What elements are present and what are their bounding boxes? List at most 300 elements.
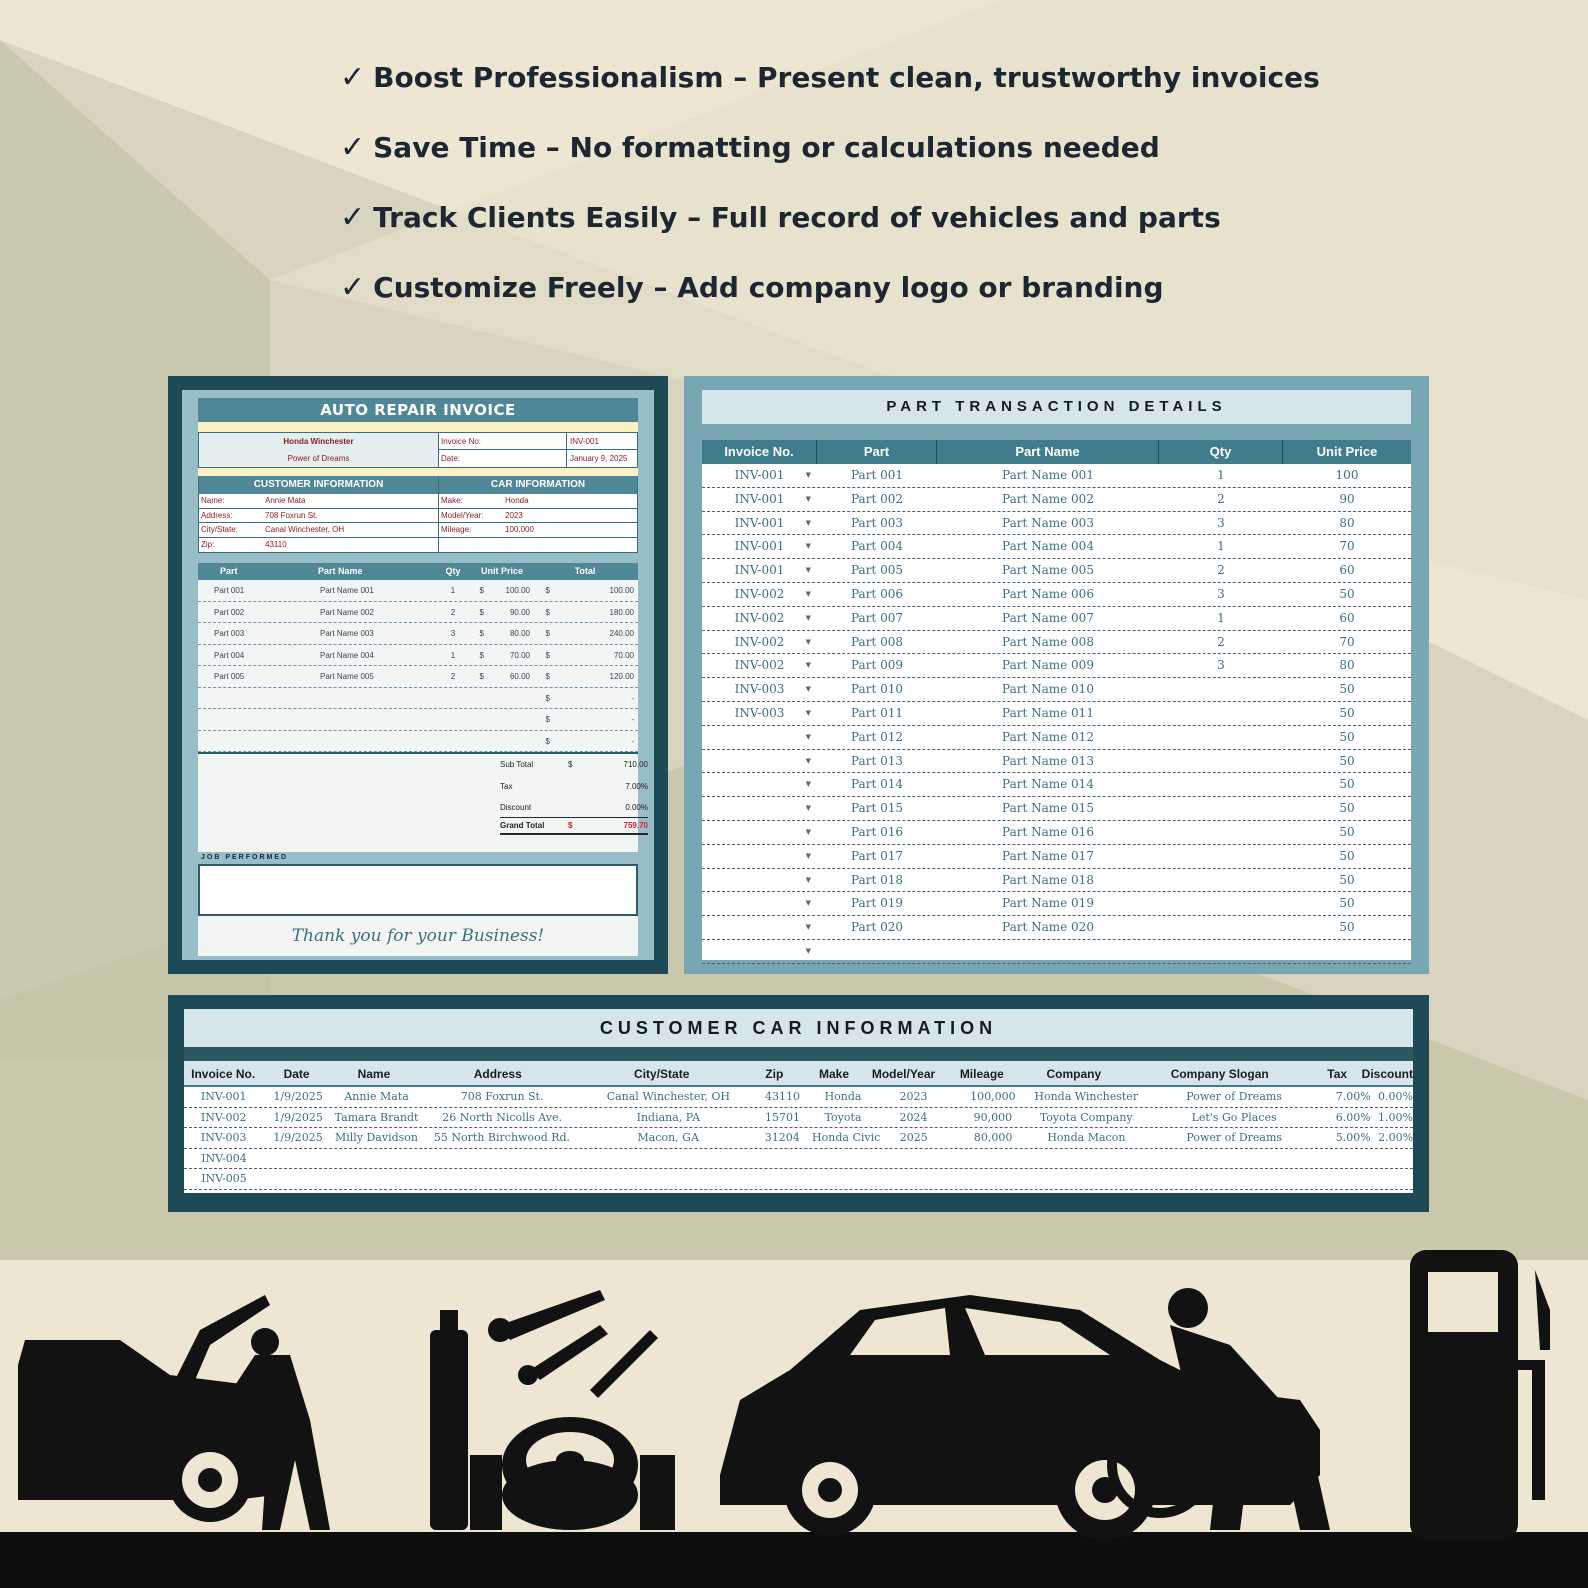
invoice-no-value: INV-002 [734,634,785,649]
invoice-no-value: INV-002 [734,610,785,625]
customer-address: 708 Foxrun St. [265,510,318,520]
invoice-no-value: INV-001 [734,563,785,578]
car-info-header: CAR INFORMATION [439,476,637,494]
invoice-no-value: INV-001 [734,491,785,506]
item-currency: $ [545,607,550,617]
part-name: Part Name 017 [1002,848,1094,863]
table-cell: Macon, GA [637,1131,699,1144]
customer-car-row [184,1169,1413,1190]
item-currency: $ [545,586,550,595]
part-transaction-row [702,702,1411,726]
table-cell: Power of Dreams [1186,1131,1283,1144]
customer-city: Canal Winchester, OH [265,525,345,534]
part-id: Part 006 [851,586,903,601]
part-id: Part 014 [851,777,903,792]
subtotal-value: 710.00 [623,760,648,769]
chevron-down-icon[interactable]: ▼ [805,827,811,836]
part-name: Part Name 018 [1002,872,1094,887]
part-qty [1159,678,1283,701]
part-id: Part 019 [851,896,903,911]
chevron-down-icon[interactable]: ▼ [805,875,811,884]
col-header: Address [473,1067,522,1081]
table-cell: 55 North Birchwood Rd. [433,1131,571,1144]
item-currency: $ [545,650,550,660]
invoice-no-dropdown[interactable] [702,773,817,796]
chevron-down-icon[interactable]: ▼ [805,732,811,741]
chevron-down-icon[interactable]: ▼ [805,780,811,789]
customer-name: Annie Mata [265,496,306,505]
part-transaction-row [702,797,1411,821]
table-cell: 0.00% [1378,1090,1413,1103]
item-part-name: Part Name 004 [320,650,374,660]
car-model-label: Model/Year: [441,510,484,520]
table-cell [1387,1149,1413,1169]
chevron-down-icon[interactable]: ▼ [805,851,811,860]
table-cell: Toyota Company [1039,1110,1133,1124]
part-id [817,940,937,963]
company-block [199,433,439,467]
part-qty: 3 [1217,586,1225,601]
part-transaction-row [702,559,1411,583]
part-transaction-row [702,821,1411,845]
check-icon: ✓ [340,269,366,305]
invoice-no-value: INV-003 [734,682,785,697]
invoice-no-dropdown[interactable] [702,678,817,701]
customer-car-table [184,1061,1413,1193]
part-name: Part Name 001 [1002,468,1094,482]
table-cell: Toyota [824,1110,862,1124]
invoice-no-dropdown[interactable] [702,869,817,892]
item-part-name [268,709,438,730]
invoice-title: AUTO REPAIR INVOICE [198,398,638,422]
part-qty: 2 [1217,563,1225,578]
chevron-down-icon[interactable]: ▼ [805,589,811,598]
chevron-down-icon[interactable]: ▼ [805,518,811,527]
discount-value: 0.00% [625,803,648,812]
part-unit-price: 50 [1339,848,1355,863]
invoice-item-row [198,731,638,753]
invoice-no-dropdown[interactable] [702,845,817,868]
item-currency [468,709,484,730]
table-cell: Indiana, PA [636,1110,701,1124]
item-currency [468,731,484,752]
table-cell: Annie Mata [344,1090,409,1103]
chevron-down-icon[interactable]: ▼ [805,542,811,551]
part-name: Part Name 003 [1002,515,1094,530]
item-part-name: Part Name 001 [320,586,374,595]
invoice-no-dropdown[interactable] [702,750,817,773]
customer-city-label: City/State: [201,525,238,534]
part-transaction-row [702,464,1411,488]
col-total: Total [574,566,596,576]
invoice-no-value: INV-002 [734,658,785,673]
item-currency: $ [545,629,550,638]
part-id: Part 010 [851,682,903,697]
grand-total-label: Grand Total [500,821,545,830]
col-header: Invoice No. [191,1067,256,1081]
table-cell: 2.00% [1378,1131,1414,1144]
part-unit-price: 50 [1339,920,1355,935]
part-transaction-row [702,535,1411,559]
part-name: Part Name 015 [1002,801,1094,816]
invoice-no-dropdown[interactable] [702,464,817,487]
part-transaction-row [702,512,1411,536]
col-header: Make [819,1067,850,1081]
tax-label: Tax [500,782,513,791]
part-id: Part 004 [851,539,903,554]
col-qty: Qty [445,566,461,576]
car-model-year: 2023 [505,510,523,520]
items-header [198,563,638,580]
part-id: Part 009 [851,658,903,673]
part-transaction-row [702,869,1411,893]
part-name: Part Name 004 [1002,539,1094,554]
part-unit-price: 50 [1339,872,1355,887]
col-qty: Qty [1159,440,1283,464]
part-name: Part Name 011 [1002,705,1094,720]
table-cell: 43110 [765,1090,800,1103]
invoice-no-dropdown[interactable] [702,654,817,677]
part-name: Part Name 009 [1002,658,1094,673]
job-performed-field[interactable] [198,864,638,916]
item-unit-price [484,731,536,752]
part-unit-price: 70 [1339,634,1355,649]
invoice-item-row [198,602,638,624]
chevron-down-icon[interactable]: ▼ [805,899,811,908]
item-total: 100.00 [609,586,634,595]
col-header: Tax [1327,1067,1348,1081]
table-cell [1039,1149,1147,1169]
part-qty [1159,940,1283,963]
part-id: Part 011 [851,705,903,720]
chevron-down-icon[interactable]: ▼ [805,685,811,694]
item-currency: $ [545,693,550,703]
item-currency: $ [479,629,484,638]
part-transaction-row [702,726,1411,750]
invoice-no-dropdown[interactable] [702,559,817,582]
item-part-name: Part Name 005 [320,672,374,681]
invoice-no-dropdown[interactable] [702,892,817,915]
item-total: 70.00 [613,650,634,660]
invoice-item-row [198,709,638,731]
table-cell: Tamara Brandt [334,1110,419,1124]
part-qty: 2 [1217,634,1225,649]
part-id: Part 008 [851,634,903,649]
part-id: Part 020 [851,920,903,935]
part-qty [1159,845,1283,868]
invoice-items [198,563,638,752]
car-info [439,476,637,552]
part-name: Part Name 016 [1002,824,1094,839]
fuel-pump-icon [1410,1250,1550,1540]
part-id: Part 001 [851,468,903,482]
invoice-no-dropdown[interactable] [702,797,817,820]
table-cell [422,1149,587,1169]
invoice-spacer [198,468,638,476]
invoice-header-box [198,432,638,468]
part-transactions-table [702,440,1411,960]
table-cell: 7.00% [1335,1090,1371,1103]
mechanic-car-hood-icon [18,1295,330,1530]
table-cell: 708 Foxrun St. [460,1090,544,1103]
invoice-date: January 9, 2025 [570,454,628,463]
grand-total-value: 759.70 [623,821,648,830]
item-currency: $ [479,650,484,660]
part-name: Part Name 012 [1002,729,1094,744]
item-qty: 2 [450,672,456,681]
table-cell: Let's Go Places [1191,1110,1277,1124]
part-unit-price: 50 [1339,824,1355,839]
item-part [198,731,268,752]
part-name: Part Name 014 [1002,777,1094,792]
part-id: Part 012 [851,729,903,744]
part-transaction-row [702,678,1411,702]
col-invoice-no: Invoice No. [702,440,817,464]
invoice-item-row [198,645,638,667]
part-transaction-row [702,583,1411,607]
table-cell: INV-005 [201,1172,247,1185]
part-name: Part Name 019 [1002,896,1094,911]
item-part: Part 003 [214,629,245,638]
part-name: Part Name 013 [1002,753,1094,768]
part-qty: 1 [1217,468,1225,482]
item-total: - [631,693,634,703]
part-unit-price: 60 [1339,563,1355,578]
feature-text: Customize Freely – Add company logo or branding [373,270,1164,304]
item-total: 240.00 [609,629,634,638]
table-cell: Canal Winchester, OH [606,1090,731,1103]
item-part: Part 001 [214,586,245,595]
col-header: Zip [765,1067,784,1081]
invoice-panel [168,376,668,974]
customer-car-row [184,1128,1413,1149]
feature-text: Save Time – No formatting or calculations needed [373,130,1160,164]
table-cell: 1/9/2025 [273,1090,323,1103]
table-cell: INV-002 [200,1110,247,1124]
part-id: Part 016 [851,824,903,839]
chevron-down-icon[interactable]: ▼ [805,494,811,503]
invoice-no-dropdown[interactable] [702,512,817,535]
tax-value: 7.00% [625,782,648,791]
part-qty [1159,702,1283,725]
col-header: Mileage [959,1067,1004,1081]
part-qty [1159,869,1283,892]
part-unit-price: 50 [1339,682,1355,697]
item-total: 180.00 [609,607,634,617]
item-qty [438,731,468,752]
part-id: Part 003 [851,515,903,530]
table-cell [757,1169,817,1189]
customer-zip-label: Zip: [201,539,215,549]
item-part [198,688,268,709]
chevron-down-icon[interactable]: ▼ [805,756,811,765]
table-cell: Honda Winchester [1034,1090,1139,1103]
invoice-totals [198,752,648,852]
chevron-down-icon[interactable]: ▼ [805,566,811,575]
table-cell: 15701 [765,1110,800,1124]
part-transaction-row [702,607,1411,631]
col-header: Date [283,1067,310,1081]
part-unit-price: 80 [1339,515,1355,530]
item-part-name [268,688,438,709]
car-mileage-label: Mileage: [441,525,472,534]
chevron-down-icon[interactable]: ▼ [805,637,811,646]
part-transactions-header [702,440,1411,464]
table-cell: 31204 [764,1131,800,1144]
invoice-no-value: INV-001 [734,468,785,482]
part-id: Part 018 [851,872,903,887]
part-qty: 2 [1217,491,1225,506]
customer-car-row [184,1108,1413,1129]
part-unit-price: 50 [1339,753,1355,768]
invoice-no-dropdown[interactable] [702,940,817,963]
feature-item [340,125,1440,169]
invoice-no-value: INV-002 [734,586,785,601]
part-qty [1159,750,1283,773]
part-qty: 1 [1217,539,1225,554]
invoice-spacer [198,422,638,432]
item-unit-price: 80.00 [509,629,530,638]
garage-illustration [0,1250,1588,1588]
item-part: Part 005 [214,672,245,681]
discount-label: Discount [500,803,532,812]
table-cell [264,1149,334,1169]
part-qty [1159,892,1283,915]
item-unit-price: 70.00 [509,650,530,660]
invoice-sheet [190,390,646,960]
table-cell: 6.00% [1335,1110,1371,1124]
customer-car-title: CUSTOMER CAR INFORMATION [184,1009,1413,1047]
tire-icon [470,1417,675,1530]
item-currency [468,688,484,709]
col-header: Discount [1361,1067,1413,1081]
customer-name-label: Name: [201,496,225,505]
part-unit-price: 50 [1339,729,1355,744]
part-id: Part 015 [851,801,903,816]
tax-row [500,782,648,791]
part-transactions-panel [684,376,1429,974]
table-cell: 100,000 [970,1090,1016,1103]
col-header: Company Slogan [1170,1067,1269,1081]
table-cell: Honda [824,1090,862,1103]
table-cell [817,1169,879,1189]
part-unit-price: 50 [1339,705,1355,720]
chevron-down-icon[interactable]: ▼ [805,946,811,955]
info-section [198,476,638,553]
part-unit-price: 60 [1339,610,1355,625]
part-name: Part Name 008 [1002,634,1094,649]
table-cell [334,1169,422,1189]
part-unit-price: 50 [1339,586,1355,601]
feature-list [340,55,1440,335]
subtotal-row [500,760,648,769]
chevron-down-icon[interactable]: ▼ [805,923,811,932]
invoice-item-row [198,666,638,688]
customer-info [199,476,439,552]
check-icon: ✓ [340,129,366,165]
invoice-no-dropdown[interactable] [702,607,817,630]
item-unit-price: 90.00 [509,607,530,617]
item-unit-price [484,688,536,709]
col-unit-price: Unit Price [480,566,523,576]
customer-car-header [184,1061,1413,1087]
table-cell: 26 North Nicolls Ave. [442,1110,563,1124]
col-unit-price: Unit Price [1316,444,1378,459]
part-unit-price: 70 [1339,539,1355,554]
table-cell: 1.00% [1378,1110,1413,1124]
table-cell: INV-001 [200,1090,247,1103]
date-label: Date: [439,450,567,467]
invoice-no-dropdown[interactable] [702,488,817,511]
table-cell [422,1169,587,1189]
part-name: Part Name 006 [1002,586,1094,601]
customer-car-panel [168,995,1429,1212]
part-unit-price: 50 [1339,801,1355,816]
table-cell [879,1169,959,1189]
invoice-no-dropdown[interactable] [702,821,817,844]
car-mileage: 100,000 [505,525,534,534]
invoice-no-dropdown[interactable] [702,535,817,558]
invoice-no-dropdown[interactable] [702,583,817,606]
table-cell: 5.00% [1335,1131,1371,1144]
part-transaction-row [702,654,1411,678]
invoice-meta [439,433,637,467]
invoice-no-value: INV-001 [734,539,785,554]
chevron-down-icon[interactable]: ▼ [805,804,811,813]
thank-you-note: Thank you for your Business! [291,926,545,946]
table-cell: Milly Davidson [334,1131,418,1144]
part-unit-price: 100 [1335,468,1359,482]
part-transaction-row [702,845,1411,869]
invoice-no-dropdown[interactable] [702,726,817,749]
table-cell: INV-003 [200,1131,247,1144]
invoice-no-select[interactable]: INV-001 [570,437,599,446]
table-cell [879,1149,959,1169]
table-cell [334,1149,422,1169]
chevron-down-icon[interactable]: ▼ [805,613,811,622]
table-cell [1039,1169,1147,1189]
item-unit-price: 100.00 [505,586,530,595]
item-qty [438,688,468,709]
invoice-no-dropdown[interactable] [702,631,817,654]
item-part-name: Part Name 003 [320,629,374,638]
item-qty: 1 [450,586,456,595]
invoice-item-row [198,688,638,710]
part-unit-price: 80 [1339,658,1355,673]
table-cell [587,1169,757,1189]
check-icon: ✓ [340,59,366,95]
item-part: Part 002 [214,607,245,617]
invoice-no-label: Invoice No: [439,433,567,449]
feature-text: Boost Professionalism – Present clean, trustworthy invoices [373,60,1320,94]
item-total: 120.00 [609,672,634,681]
item-currency: $ [545,736,550,746]
invoice-no-dropdown[interactable] [702,916,817,939]
customer-zip: 43110 [265,539,287,549]
table-cell: Power of Dreams [1186,1090,1282,1103]
feature-item [340,55,1440,99]
table-cell [1337,1169,1387,1189]
chevron-down-icon[interactable]: ▼ [805,471,811,479]
chevron-down-icon[interactable]: ▼ [805,708,811,717]
invoice-no-dropdown[interactable] [702,702,817,725]
part-transaction-row [702,631,1411,655]
col-part-name: Part Name [318,566,363,576]
chevron-down-icon[interactable]: ▼ [805,661,811,670]
part-transaction-row [702,488,1411,512]
item-currency: $ [545,715,550,724]
table-cell [817,1149,879,1169]
